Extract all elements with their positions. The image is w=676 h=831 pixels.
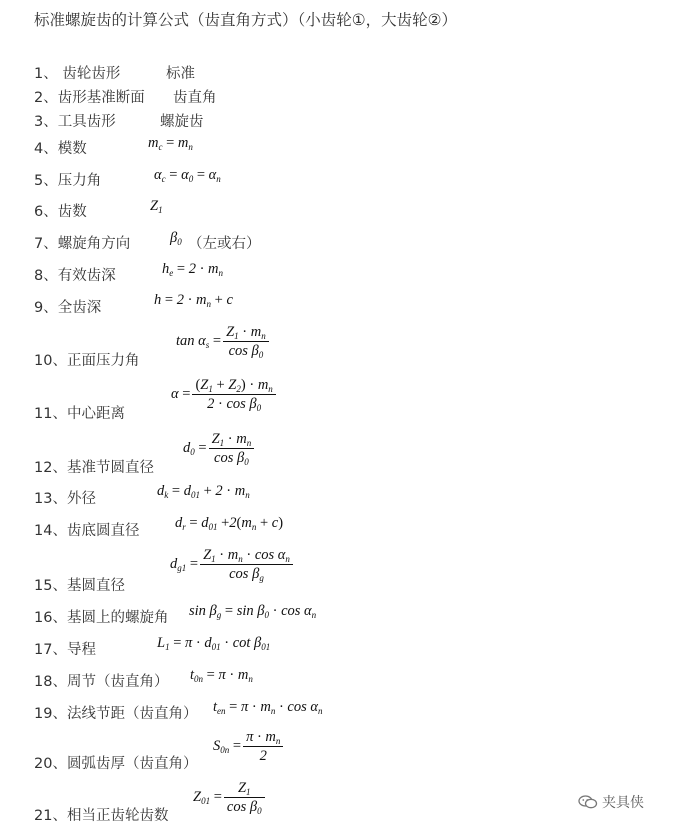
- formula: $t_{0n} = \pi \cdot m_n$: [190, 667, 253, 684]
- row-label: 1、 齿轮齿形: [34, 66, 121, 82]
- row-label: 5、压力角: [34, 173, 102, 189]
- row-label: 17、导程: [34, 642, 96, 658]
- row-label: 10、正面压力角: [34, 353, 140, 369]
- formula: $S_{0n}$ = $\frac{\pi \cdot m_n}{2}$: [213, 728, 283, 765]
- row-label: 9、全齿深: [34, 300, 102, 316]
- formula: $\sin \beta_g = \sin \beta_0 \cdot \cos \alpha_n$: [189, 603, 317, 620]
- row-label: 18、周节（齿直角）: [34, 674, 169, 690]
- formula: $Z_1$: [150, 198, 163, 215]
- formula: $h = 2 \cdot m_n + c$: [154, 292, 233, 309]
- row-value: 螺旋齿: [160, 114, 204, 130]
- row-label: 15、基圆直径: [34, 578, 125, 594]
- row-label: 19、法线节距（齿直角）: [34, 706, 198, 722]
- row-label: 20、圆弧齿厚（齿直角）: [34, 756, 198, 772]
- watermark-text: 夹具侠: [602, 795, 644, 811]
- row-label: 13、外径: [34, 491, 96, 507]
- row-label: 4、模数: [34, 141, 87, 157]
- row-note: （左或右）: [188, 236, 261, 252]
- formula: $\alpha_c = \alpha_0 = \alpha_n$: [154, 167, 221, 184]
- row-value: 标准: [166, 66, 195, 82]
- formula: α = $\frac{(Z_1 + Z_2) \cdot m_n}{2 \cdot \cos \beta_0}$: [171, 376, 276, 413]
- formula: $L_1 = \pi \cdot d_{01} \cdot \cot \beta_{01}$: [157, 635, 271, 652]
- formula: $\tan \alpha_s$ = $\frac{Z_1 \cdot m_n}{\cos \beta_0}$: [176, 323, 269, 360]
- row-label: 7、螺旋角方向: [34, 236, 131, 252]
- formula: $\beta_0$: [170, 230, 182, 247]
- formula: $d_0$ = $\frac{Z_1 \cdot m_n}{\cos \beta_0}$: [183, 430, 254, 467]
- row-value: 齿直角: [173, 90, 217, 106]
- formula: $h_e = 2 \cdot m_n$: [162, 261, 224, 278]
- row-label: 21、相当正齿轮齿数: [34, 808, 169, 824]
- formula: $m_c = m_n$: [148, 135, 193, 152]
- wechat-icon: [578, 795, 598, 809]
- formula: $d_{g1}$ = $\frac{Z_1 \cdot m_n \cdot \cos \alpha_n}{\cos \beta_g}$: [170, 546, 293, 583]
- row-label: 12、基准节圆直径: [34, 460, 154, 476]
- row-label: 11、中心距离: [34, 406, 125, 422]
- formula: $Z_{01}$ = $\frac{Z_1}{\cos \beta_0}$: [193, 779, 265, 816]
- formula: $d_k = d_{01} + 2 \cdot m_n$: [157, 483, 250, 500]
- row-label: 14、齿底圆直径: [34, 523, 140, 539]
- formula: $t_{en} = \pi \cdot m_n \cdot \cos \alpha_n$: [213, 699, 323, 716]
- formula: $d_r = d_{01} +2(m_n + c)$: [175, 515, 284, 532]
- row-label: 16、基圆上的螺旋角: [34, 610, 169, 626]
- row-label: 6、齿数: [34, 204, 87, 220]
- page-title: 标准螺旋齿的计算公式（齿直角方式）（小齿轮①，大齿轮②）: [34, 11, 458, 29]
- row-label: 3、工具齿形: [34, 114, 116, 130]
- row-label: 2、齿形基准断面: [34, 90, 145, 106]
- watermark: [578, 792, 644, 812]
- row-label: 8、有效齿深: [34, 268, 116, 284]
